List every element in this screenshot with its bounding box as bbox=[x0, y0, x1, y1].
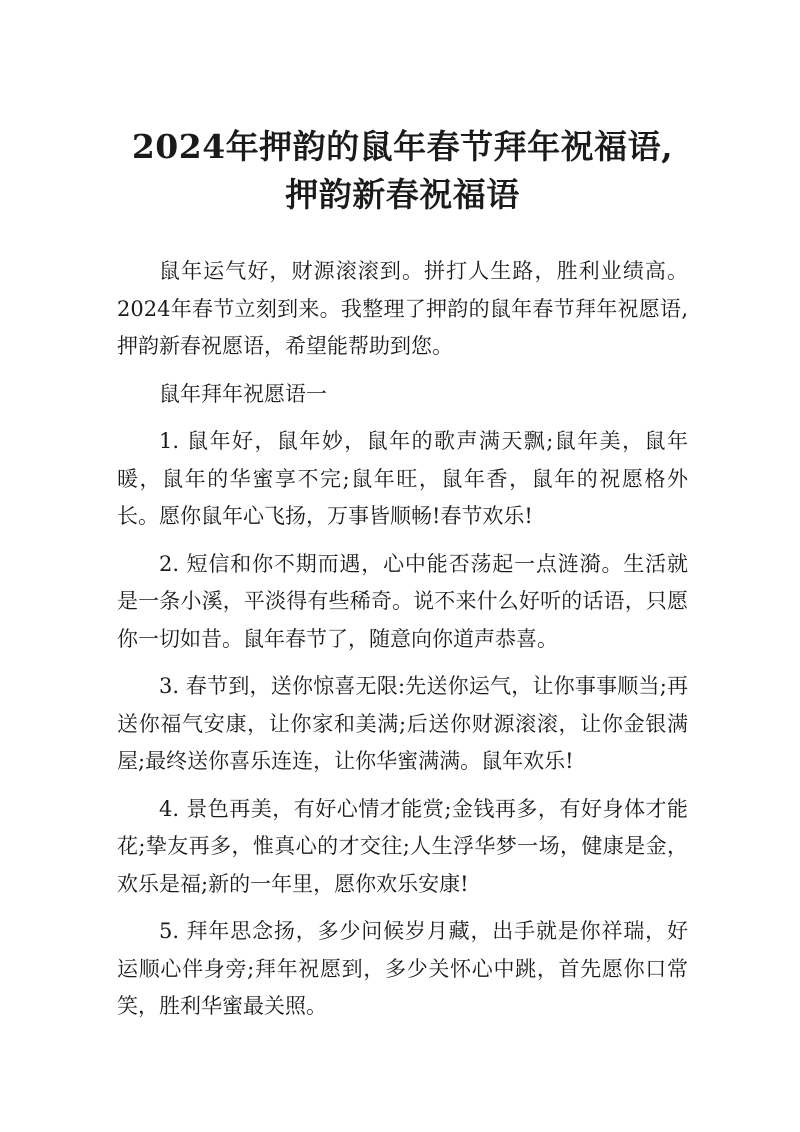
document-body bbox=[117, 253, 688, 1026]
greeting-item-2: 2. 短信和你不期而遇，心中能否荡起一点涟漪。生活就是一条小溪，平淡得有些稀奇。说不来什么好听的话语，只愿你一切如昔。鼠年春节了，随意向你道声恭喜。 bbox=[117, 551, 688, 651]
greeting-item-3: 3. 春节到，送你惊喜无限:先送你运气，让你事事顺当;再送你福气安康，让你家和美满;后送你财源滚滚，让你金银满屋;最终送你喜乐连连，让你华蜜满满。鼠年欢乐! bbox=[117, 674, 688, 773]
intro-paragraph: 鼠年运气好，财源滚滚到。拼打人生路，胜利业绩高。2024年春节立刻到来。我整理了押韵的鼠年春节拜年祝愿语,押韵新春祝愿语，希望能帮助到您。 bbox=[117, 259, 688, 358]
section-heading: 鼠年拜年祝愿语一 bbox=[159, 381, 327, 406]
greeting-item-5: 5. 拜年思念扬，多少问候岁月藏，出手就是你祥瑞，好运顺心伴身旁;拜年祝愿到，多少关怀心中跳，首先愿你口常笑，胜利华蜜最关照。 bbox=[117, 919, 688, 1018]
document-title: 2024年押韵的鼠年春节拜年祝福语,押韵新春祝福语 bbox=[131, 127, 674, 214]
greeting-item-1: 1. 鼠年好，鼠年妙，鼠年的歌声满天飘;鼠年美，鼠年暖，鼠年的华蜜享不完;鼠年旺，鼠年香，鼠年的祝愿格外长。愿你鼠年心飞扬，万事皆顺畅!春节欢乐! bbox=[117, 429, 688, 528]
greeting-item-4: 4. 景色再美，有好心情才能赏;金钱再多，有好身体才能花;挚友再多，惟真心的才交往;人生浮华梦一场，健康是金，欢乐是福;新的一年里，愿你欢乐安康! bbox=[117, 796, 688, 896]
